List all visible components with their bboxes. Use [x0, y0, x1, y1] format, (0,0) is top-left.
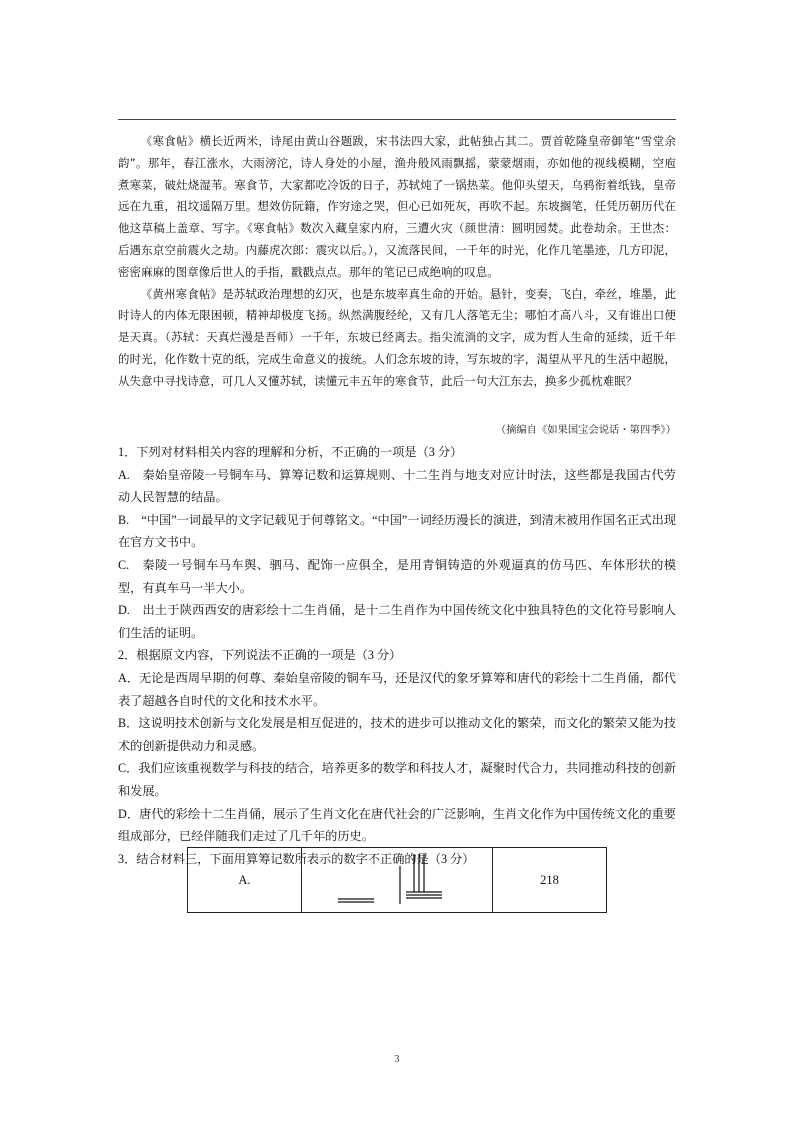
question-3-stem: 3．结合材料三，下面用算筹记数所表示的数字不正确的是（3 分） — [118, 851, 475, 866]
reading-passage — [118, 131, 676, 393]
counting-rod-table — [187, 847, 607, 913]
question-2-stem: 2．根据原文内容，下列说法不正确的一项是（3 分） — [118, 648, 402, 663]
passage-source: （摘编自《如果国宝会说话・第四季》） — [495, 425, 676, 436]
table-row — [188, 848, 607, 913]
counting-rods-icon — [302, 848, 492, 908]
rod-value: 218 — [492, 848, 606, 913]
question-1-option-b: B. “中国”一词最早的文字记载见于何尊铭文。“中国”一词经历漫长的演进，到清末被用作国名正式出现在官方文书中。 — [118, 512, 676, 550]
question-2-option-c: C．我们应该重视数学与科技的结合，培养更多的数学和科技人才，凝聚时代合力，共同推动科技的创新和发展。 — [118, 761, 676, 798]
question-1-stem: 1．下列对材料相关内容的理解和分析，不正确的一项是（3 分） — [118, 445, 463, 459]
question-1-option-d: D. 出土于陕西西安的唐彩绘十二生肖俑，是十二生肖作为中国传统文化中独具特色的文化符号影响人们生活的证明。 — [118, 603, 676, 640]
counting-rod-figure — [301, 848, 492, 913]
header-rule — [118, 119, 676, 120]
question-block — [118, 441, 676, 870]
question-2-option-a: A．无论是西周早期的何尊、秦始皇帝陵的铜车马，还是汉代的象牙算筹和唐代的彩绘十二生肖俑，都代表了超越各自时代的文化和技术水平。 — [118, 670, 676, 708]
passage-paragraph-2: 《黄州寒食帖》是苏轼政治理想的幻灭，也是东坡率真生命的开始。悬针，变奏，飞白，牵丝，堆墨，此时诗人的内体无限困顿，精神却极度飞扬。纵然满腹经纶，又有几人落笔无尘；哪怕才高八斗，又有谁出口便是天真。（苏轼：天真烂漫是吾师）一千年，东坡已经离去。指尖流淌的文字，成为哲人生命的延续，近千年的时光，化作数十克的纸，完成生命意义的拔统。人们念东坡的诗，写东坡的字，渴望从平凡的生活中超脱，从失意中寻找诗意，可几人又懂苏轼，读懂元丰五年的寒食节，此后一句大江东去，换多少孤枕难眠？ — [118, 286, 676, 388]
question-1-option-c: C. 秦陵一号铜车马车舆、驷马、配饰一应俱全，是用青铜铸造的外观逼真的仿马匹、车体形状的模型，有真车马一半大小。 — [118, 557, 676, 595]
passage-paragraph-1: 《寒食帖》横长近两米，诗尾由黄山谷题跋，宋书法四大家，此帖独占其二。贾首乾隆皇帝御笔“雪堂余韵”。那年，春江涨水，大雨滂沱，诗人身处的小屋，渔舟般风雨飘摇，蒙蒙烟雨，亦如他的视线模糊，空庖煮寒菜，破灶烧湿苇。寒食节，大家都吃冷饭的日子，苏轼炖了一锅热菜。他仰头望天，乌鸦衔着纸钱，皇帝远在九重，祖坟遥隔万里。想效仿阮籍，作穷途之哭，但心已如死灰，再吹不起。东坡搁笔，任凭历朝历代在他这草稿上盖章、写字。《寒食帖》数次入藏皇家内府，三遭火灾（颜世清：圆明园焚。此卷劫余。王世杰：后遇东京空前震火之劫。内藤虎次郎：震灾以后。），又流落民间，一千年的时光，化作几笔墨迹，几方印泥，密密麻麻的图章像后世人的手指，戳戳点点。那年的笔记已成绝响的叹息。 — [118, 134, 676, 279]
option-label: A. — [188, 848, 302, 913]
question-2-option-d: D．唐代的彩绘十二生肖俑，展示了生肖文化在唐代社会的广泛影响，生肖文化作为中国传统文化的重要组成部分，已经伴随我们走过了几千年的历史。 — [118, 806, 676, 844]
question-1-option-a: A. 秦始皇帝陵一号铜车马、算筹记数和运算规则、十二生肖与地支对应计时法，这些都是我国古代劳动人民智慧的结晶。 — [118, 467, 676, 505]
page-number: 3 — [394, 1054, 400, 1065]
question-2-option-b: B．这说明技术创新与文化发展是相互促进的，技术的进步可以推动文化的繁荣，而文化的繁荣又能为技术的创新提供动力和灵感。 — [118, 716, 676, 753]
